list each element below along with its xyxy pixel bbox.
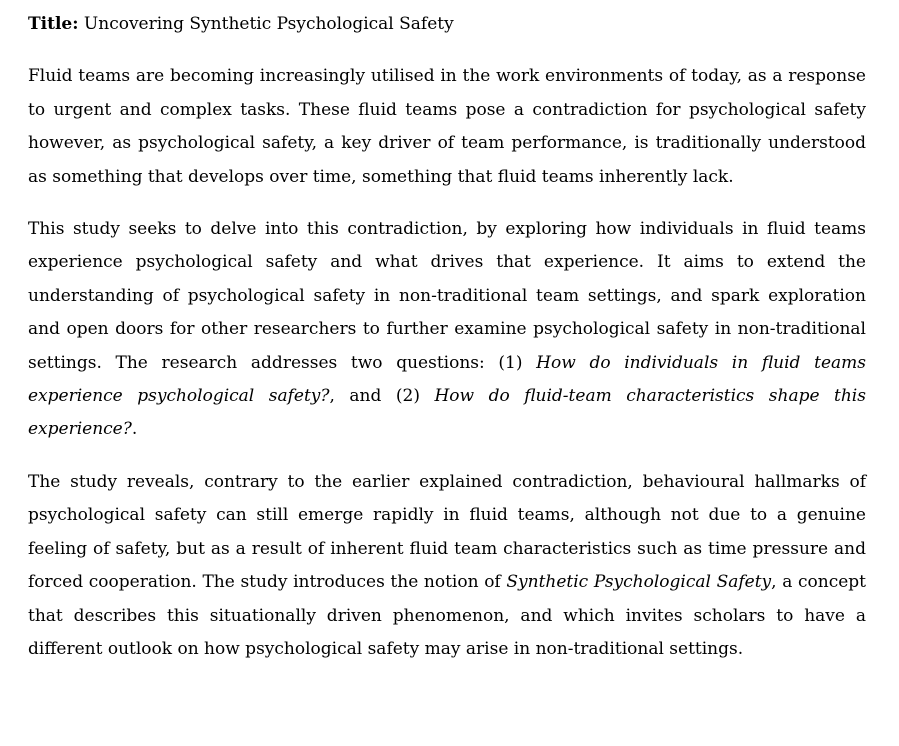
title-line bbox=[28, 8, 866, 41]
text-segment: How do individuals in fluid teams experience psychological safety? bbox=[28, 352, 866, 407]
text-segment: How do fluid-team characteristics shape this experience? bbox=[28, 386, 866, 440]
text-segment: , and (2) bbox=[329, 386, 435, 407]
title-text: Uncovering Synthetic Psychological Safety bbox=[78, 14, 454, 34]
paragraph-1 bbox=[28, 60, 866, 194]
paragraphs-container bbox=[28, 60, 866, 666]
text-segment: This study seeks to delve into this contradiction, by exploring how individuals in fluid teams experience psychological safety and what drives that experience. It aims to extend the understanding of psychological safety in non-traditional team settings, and spark exploration and open doors for other researchers to further examine psychological safety in non-traditional settings. The research addresses two questions: (1) bbox=[28, 219, 866, 373]
paragraph-3 bbox=[28, 466, 866, 666]
text-segment: . bbox=[131, 419, 138, 440]
text-segment: Fluid teams are becoming increasingly utilised in the work environments of today, as a response to urgent and complex tasks. These fluid teams pose a contradiction for psychological safety however, as psychological safety, a key driver of team performance, is traditionally understood as something that develops over time, something that fluid teams inherently lack. bbox=[28, 66, 866, 187]
paragraph-2 bbox=[28, 213, 866, 447]
text-segment: The study reveals, contrary to the earlier explained contradiction, behavioural hallmarks of psychological safety can still emerge rapidly in fluid teams, although not due to a genuine feeling of safety, but as a result of inherent fluid team characteristics such as time pressure and forced cooperation. The study introduces the notion of bbox=[28, 471, 866, 593]
title-label: Title: bbox=[28, 14, 79, 34]
text-segment: Synthetic Psychological Safety bbox=[506, 572, 772, 593]
text-segment: , a concept that describes this situationally driven phenomenon, and which invites scholars to have a different outlook on how psychological safety may arise in non-traditional settings. bbox=[28, 572, 866, 659]
